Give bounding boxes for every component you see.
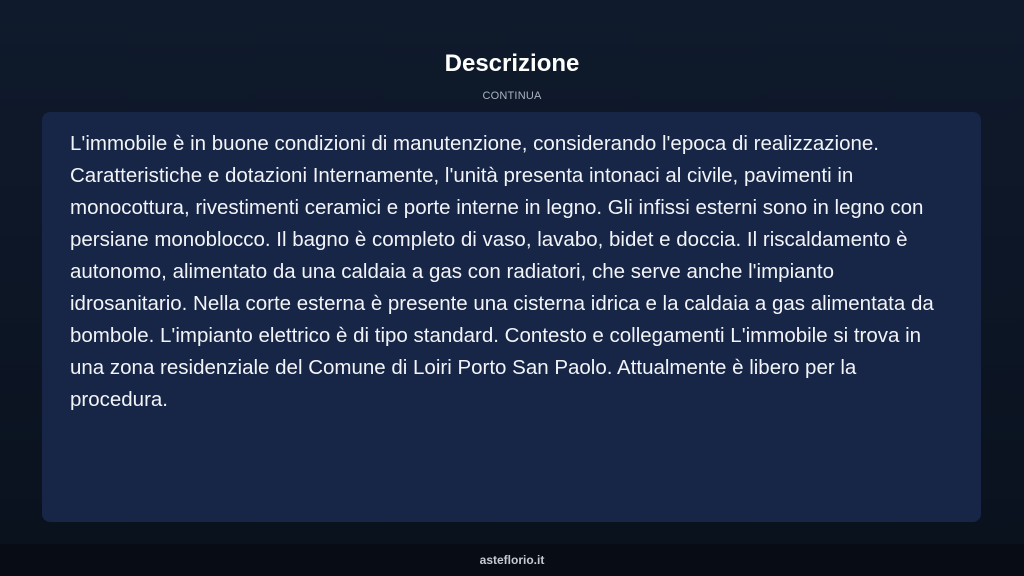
description-text: L'immobile è in buone condizioni di manutenzione, considerando l'epoca di realizzazione. Caratteristiche e dotazioni Internamente, l'unità presenta intonaci al civile, pavimenti in monocottura, rivestimenti ceramici e porte interne in legno. Gli infissi esterni sono in legno con persiane monoblocco. Il bagno è completo di vaso, lavabo, bidet e doccia. Il riscaldamento è autonomo, alimentato da una caldaia a gas con radiatori, che serve anche l'impianto idrosanitario. Nella corte esterna è presente una cisterna idrica e la caldaia a gas alimentata da bombole. L'impianto elettrico è di tipo standard. Contesto e collegamenti L'immobile si trova in una zona residenziale del Comune di Loiri Porto San Paolo. Attualmente è libero per la procedura. bbox=[70, 132, 934, 411]
continue-link[interactable]: CONTINUA bbox=[482, 90, 542, 102]
page-title: Descrizione bbox=[444, 50, 580, 77]
description-card bbox=[42, 112, 981, 522]
footer-brand: asteflorio.it bbox=[479, 553, 545, 567]
